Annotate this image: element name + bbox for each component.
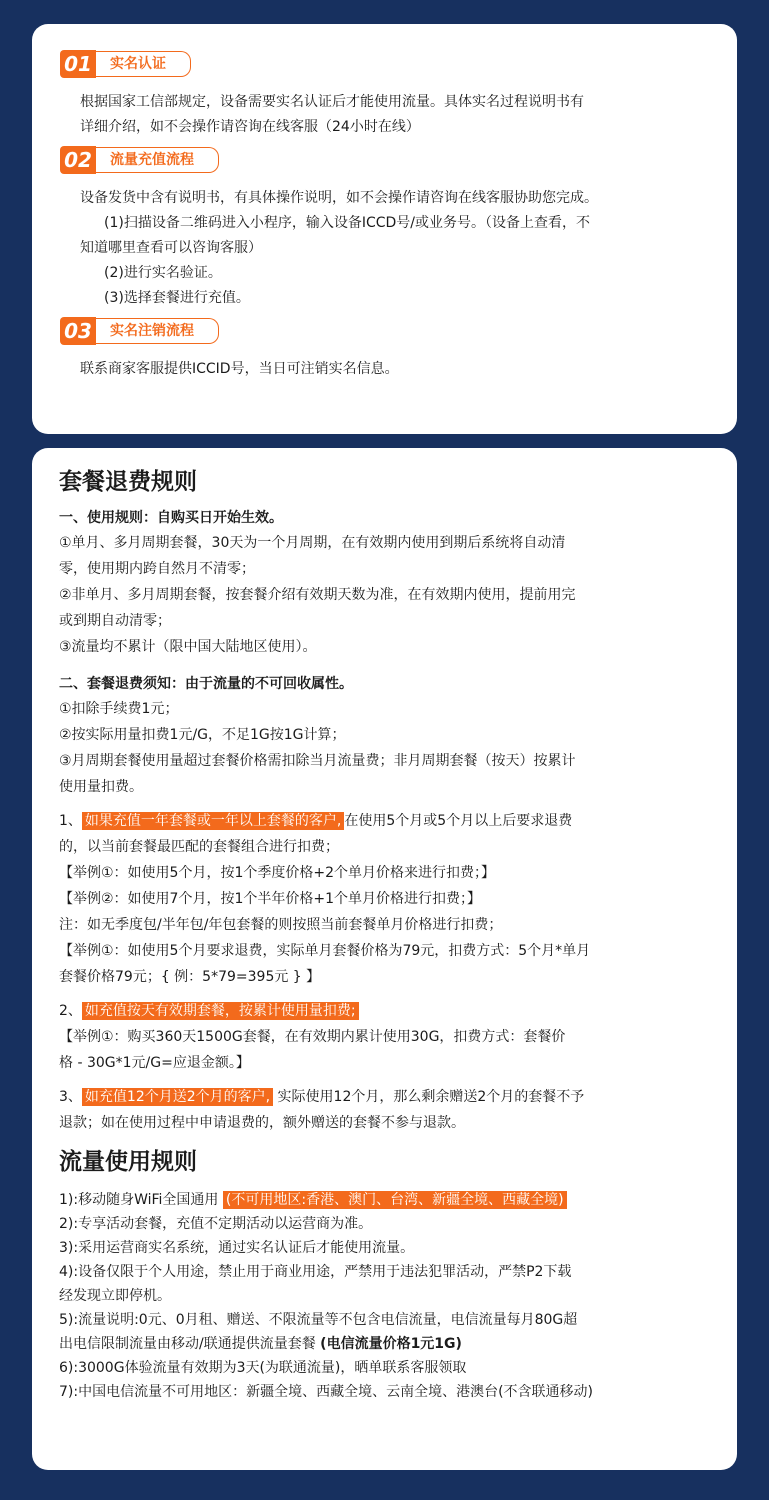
usage-item: 2):专享活动套餐，充值不定期活动以运营商为准。 xyxy=(59,1216,373,1232)
text-line: 根据国家工信部规定，设备需要实名认证后才能使用流量。具体实名过程说明书有 xyxy=(80,94,584,110)
text-line: 详细介绍，如不会操作请咨询在线客服（24小时在线） xyxy=(80,119,420,135)
rule-2-line xyxy=(59,998,713,1024)
step-body xyxy=(60,90,737,140)
step-number: 02 xyxy=(60,146,96,174)
highlight-text: 如果充值一年套餐或一年以上套餐的客户, xyxy=(82,812,344,830)
text-line: 【举例①：如使用5个月，按1个季度价格+2个单月价格来进行扣费；】 xyxy=(59,865,496,881)
text-line: ②非单月、多月周期套餐，按套餐介绍有效期天数为准，在有效期内使用，提前用完 xyxy=(59,587,576,603)
text-line: 知道哪里查看可以咨询客服） xyxy=(80,240,262,256)
text-line: 【举例①：如使用5个月要求退费，实际单月套餐价格为79元，扣费方式：5个月*单月 xyxy=(59,943,591,959)
usage-title: 流量使用规则 xyxy=(59,1149,197,1175)
step-body xyxy=(60,357,737,382)
usage-list xyxy=(59,1182,713,1404)
rule-text: 实际使用12个月，那么剩余赠送2个月的套餐不予 xyxy=(273,1089,585,1105)
bold-text: (电信流量价格1元1G) xyxy=(320,1336,462,1352)
usage-item: 3):采用运营商实名系统，通过实名认证后才能使用流量。 xyxy=(59,1240,415,1256)
text-line: 格 - 30G*1元/G=应退金额。】 xyxy=(59,1055,250,1071)
text-line: (3)选择套餐进行充值。 xyxy=(104,290,250,306)
usage-item: 6):3000G体验流量有效期为3天(为联通流量)，晒单联系客服领取 xyxy=(59,1360,467,1376)
usage-item-cont xyxy=(59,1332,713,1356)
text-line: 零，使用期内跨自然月不清零； xyxy=(59,561,255,577)
highlight-text: 如充值12个月送2个月的客户, xyxy=(82,1088,273,1106)
rule-3-line xyxy=(59,1084,713,1110)
step-number: 03 xyxy=(60,317,96,345)
rule-text: 在使用5个月或5个月以上后要求退费 xyxy=(344,813,573,829)
step-tag-2 xyxy=(60,146,737,174)
rule-prefix: 3、 xyxy=(59,1089,82,1105)
step-title: 实名注销流程 xyxy=(96,318,219,344)
text-line: 注：如无季度包/半年包/年包套餐的则按照当前套餐单月价格进行扣费； xyxy=(59,917,503,933)
text-line: ①扣除手续费1元； xyxy=(59,701,179,717)
refund-notice-heading: 二、套餐退费须知：由于流量的不可回收属性。 xyxy=(59,676,353,692)
text-line: 【举例②：如使用7个月，按1个半年价格+1个单月价格进行扣费；】 xyxy=(59,891,482,907)
step-body xyxy=(60,186,737,311)
usage-item: 5):流量说明:0元、0月租、赠送、不限流量等不包含电信流量，电信流量每月80G超 xyxy=(59,1312,578,1328)
usage-rule-heading: 一、使用规则：自购买日开始生效。 xyxy=(59,510,283,526)
step-tag-3 xyxy=(60,317,737,345)
text-line: 套餐价格79元；{ 例：5*79=395元 } 】 xyxy=(59,969,321,985)
refund-title: 套餐退费规则 xyxy=(59,469,197,495)
highlight-text: 如充值按天有效期套餐，按累计使用量扣费; xyxy=(82,1002,359,1020)
text-line: 的，以当前套餐最匹配的套餐组合进行扣费； xyxy=(59,839,339,855)
rule-prefix: 2、 xyxy=(59,1003,82,1019)
text-line: ③流量均不累计（限中国大陆地区使用）。 xyxy=(59,639,317,655)
text-line: (2)进行实名验证。 xyxy=(104,265,222,281)
step-tag-1 xyxy=(60,50,737,78)
text-line: 【举例①：购买360天1500G套餐，在有效期内累计使用30G，扣费方式：套餐价 xyxy=(59,1029,566,1045)
usage-item-cont: 经发现立即停机。 xyxy=(59,1288,171,1304)
text-line: ③月周期套餐使用量超过套餐价格需扣除当月流量费；非月周期套餐（按天）按累计 xyxy=(59,753,576,769)
text-line: 或到期自动清零； xyxy=(59,613,171,629)
rule-1-line xyxy=(59,808,713,834)
text-line: 联系商家客服提供ICCID号，当日可注销实名信息。 xyxy=(80,361,399,377)
rules-card xyxy=(32,448,737,1470)
highlight-text: (不可用地区:香港、澳门、台湾、新疆全境、西藏全境) xyxy=(223,1191,567,1209)
step-title: 流量充值流程 xyxy=(96,147,219,173)
text-line: ②按实际用量扣费1元/G，不足1G按1G计算； xyxy=(59,727,346,743)
usage-text: 出电信限制流量由移动/联通提供流量套餐 xyxy=(59,1336,321,1352)
text-line: 设备发货中含有说明书，有具体操作说明，如不会操作请咨询在线客服协助您完成。 xyxy=(80,190,598,206)
usage-item: 4):设备仅限于个人用途，禁止用于商业用途，严禁用于违法犯罪活动，严禁P2下载 xyxy=(59,1264,572,1280)
steps-card xyxy=(32,24,737,434)
text-line: (1)扫描设备二维码进入小程序，输入设备ICCD号/或业务号。（设备上查看，不 xyxy=(104,215,591,231)
rule-prefix: 1、 xyxy=(59,813,82,829)
usage-text: 1):移动随身WiFi全国通用 xyxy=(59,1192,223,1208)
text-line: 退款；如在使用过程中申请退费的，额外赠送的套餐不参与退款。 xyxy=(59,1115,465,1131)
text-line: 使用量扣费。 xyxy=(59,779,143,795)
usage-item: 7):中国电信流量不可用地区：新疆全境、西藏全境、云南全境、港澳台(不含联通移动) xyxy=(59,1384,594,1400)
usage-item xyxy=(59,1188,713,1212)
step-title: 实名认证 xyxy=(96,51,191,77)
step-number: 01 xyxy=(60,50,96,78)
text-line: ①单月、多月周期套餐，30天为一个月周期，在有效期内使用到期后系统将自动清 xyxy=(59,535,566,551)
